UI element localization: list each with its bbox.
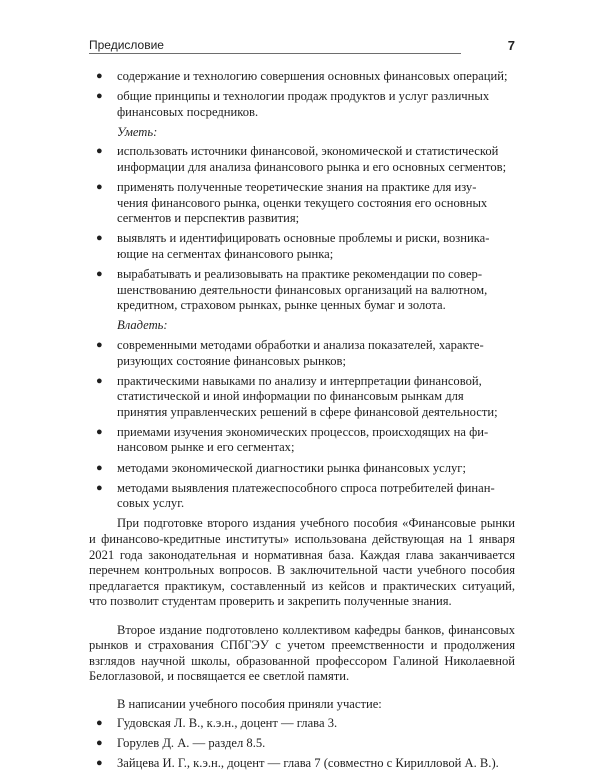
list-item-line: вырабатывать и реализовывать на практике рекомендации по совер- — [117, 267, 483, 282]
bullet-icon: ● — [96, 268, 103, 281]
list-item-line: нансовом рынке и его сегментах; — [117, 440, 295, 455]
contributor-text: Гудовская Л. В., к.э.н., доцент — глава 3. — [117, 716, 338, 731]
list-item-line: применять полученные теоретические знания на практике для изу- — [117, 180, 477, 195]
bullet-icon: ● — [96, 90, 103, 103]
list-item-line: практическими навыками по анализу и интерпретации финансовой, — [117, 373, 482, 388]
list-item-line: приемами изучения экономических процессов, происходящих на фи- — [117, 424, 489, 439]
bullet-icon: ● — [96, 737, 103, 750]
list-item — [89, 461, 515, 477]
list-item — [89, 180, 515, 227]
list-item-line: методами экономической диагностики рынка финансовых услуг; — [117, 460, 466, 475]
running-header-title: Предисловие — [89, 38, 164, 52]
bullet-icon: ● — [96, 232, 103, 245]
list-item-line: информации для анализа финансового рынка и его основных сегментов; — [117, 159, 507, 174]
header-divider — [89, 53, 461, 54]
list-item-line: общие принципы и технологии продаж продуктов и услуг различных — [117, 89, 490, 104]
list-item-line: современными методами обработки и анализа показателей, характе- — [117, 337, 484, 352]
list-item — [89, 231, 515, 262]
paragraph-second-edition: При подготовке второго издания учебного пособия «Финансовые рынки и финансово-кредитные институты» использована действующая на 1 января 2021 года законодательная и нормативная база. Каждая глава заканчивается перечнем контрольных вопросов. В заключительной части учебного пособия предлагается практикум, составленный из кейсов и практических ситуаций, что позволит студентам проверить и закрепить полученные знания. — [89, 516, 515, 609]
list-item-line: содержание и технологию совершения основных финансовых операций; — [117, 69, 508, 83]
list-item-line: совых услуг. — [117, 496, 185, 511]
list-item-line: статистической и иной информации по финансовым рынкам для — [117, 389, 464, 404]
page-body — [89, 69, 515, 776]
list-item-line: принятия управленческих решений в сфере финансовой деятельности; — [117, 404, 498, 419]
contributor-item — [89, 716, 515, 732]
list-item — [89, 267, 515, 314]
list-item — [89, 69, 515, 85]
contributor-item — [89, 736, 515, 752]
bullet-icon: ● — [96, 717, 103, 730]
paragraph-contributors-intro: В написании учебного пособия приняли участие: — [117, 697, 382, 712]
list-item — [89, 89, 515, 120]
contributor-text: Зайцева И. Г., к.э.н., доцент — глава 7 (совместно с Кирилловой А. В.). — [117, 756, 499, 771]
list-item-line: сегментов и перспектив развития; — [117, 211, 300, 226]
bullet-icon: ● — [96, 181, 103, 194]
bullet-icon: ● — [96, 481, 103, 494]
bullet-icon: ● — [96, 425, 103, 438]
list-item — [89, 425, 515, 456]
list-item-line: ризующих состояние финансовых рынков; — [117, 353, 346, 368]
list-item — [89, 338, 515, 369]
bullet-icon: ● — [96, 461, 103, 474]
list-item-line: выявлять и идентифицировать основные проблемы и риски, возника- — [117, 231, 490, 246]
bullet-icon: ● — [96, 374, 103, 387]
list-item-line: финансовых посредников. — [117, 104, 259, 119]
bullet-icon: ● — [96, 338, 103, 351]
section-label-umet: Уметь: — [117, 124, 158, 139]
list-item — [89, 144, 515, 175]
list-item-line: кредитном, страховом рынках, рынке ценных бумаг и золота. — [117, 298, 446, 313]
contributor-text: Горулев Д. А. — раздел 8.5. — [117, 736, 266, 751]
section-label-vladet: Владеть: — [117, 318, 168, 333]
page-header — [89, 34, 515, 58]
list-item-line: использовать источники финансовой, экономической и статистической — [117, 144, 499, 159]
list-item-line: шенствованию деятельности финансовых организаций на валютном, — [117, 282, 488, 297]
list-item — [89, 374, 515, 421]
list-item-line: чения финансового рынка, оценки текущего состояния его основных — [117, 195, 488, 210]
contributor-item — [89, 756, 515, 772]
paragraph-authors-collective: Второе издание подготовлено коллективом кафедры банков, финансовых рынков и страхования СПбГЭУ с учетом преемственности и продолжения взглядов научной школы, образованной профессором Галиной Николаевной Белоглазовой, и посвящается ее светлой памяти. — [89, 622, 515, 684]
page-number: 7 — [507, 38, 515, 53]
bullet-icon: ● — [96, 145, 103, 158]
list-item — [89, 481, 515, 512]
bullet-icon: ● — [96, 757, 103, 770]
bullet-icon: ● — [96, 70, 103, 82]
list-item-line: методами выявления платежеспособного спроса потребителей финан- — [117, 480, 495, 495]
list-item-line: ющие на сегментах финансового рынка; — [117, 246, 334, 261]
